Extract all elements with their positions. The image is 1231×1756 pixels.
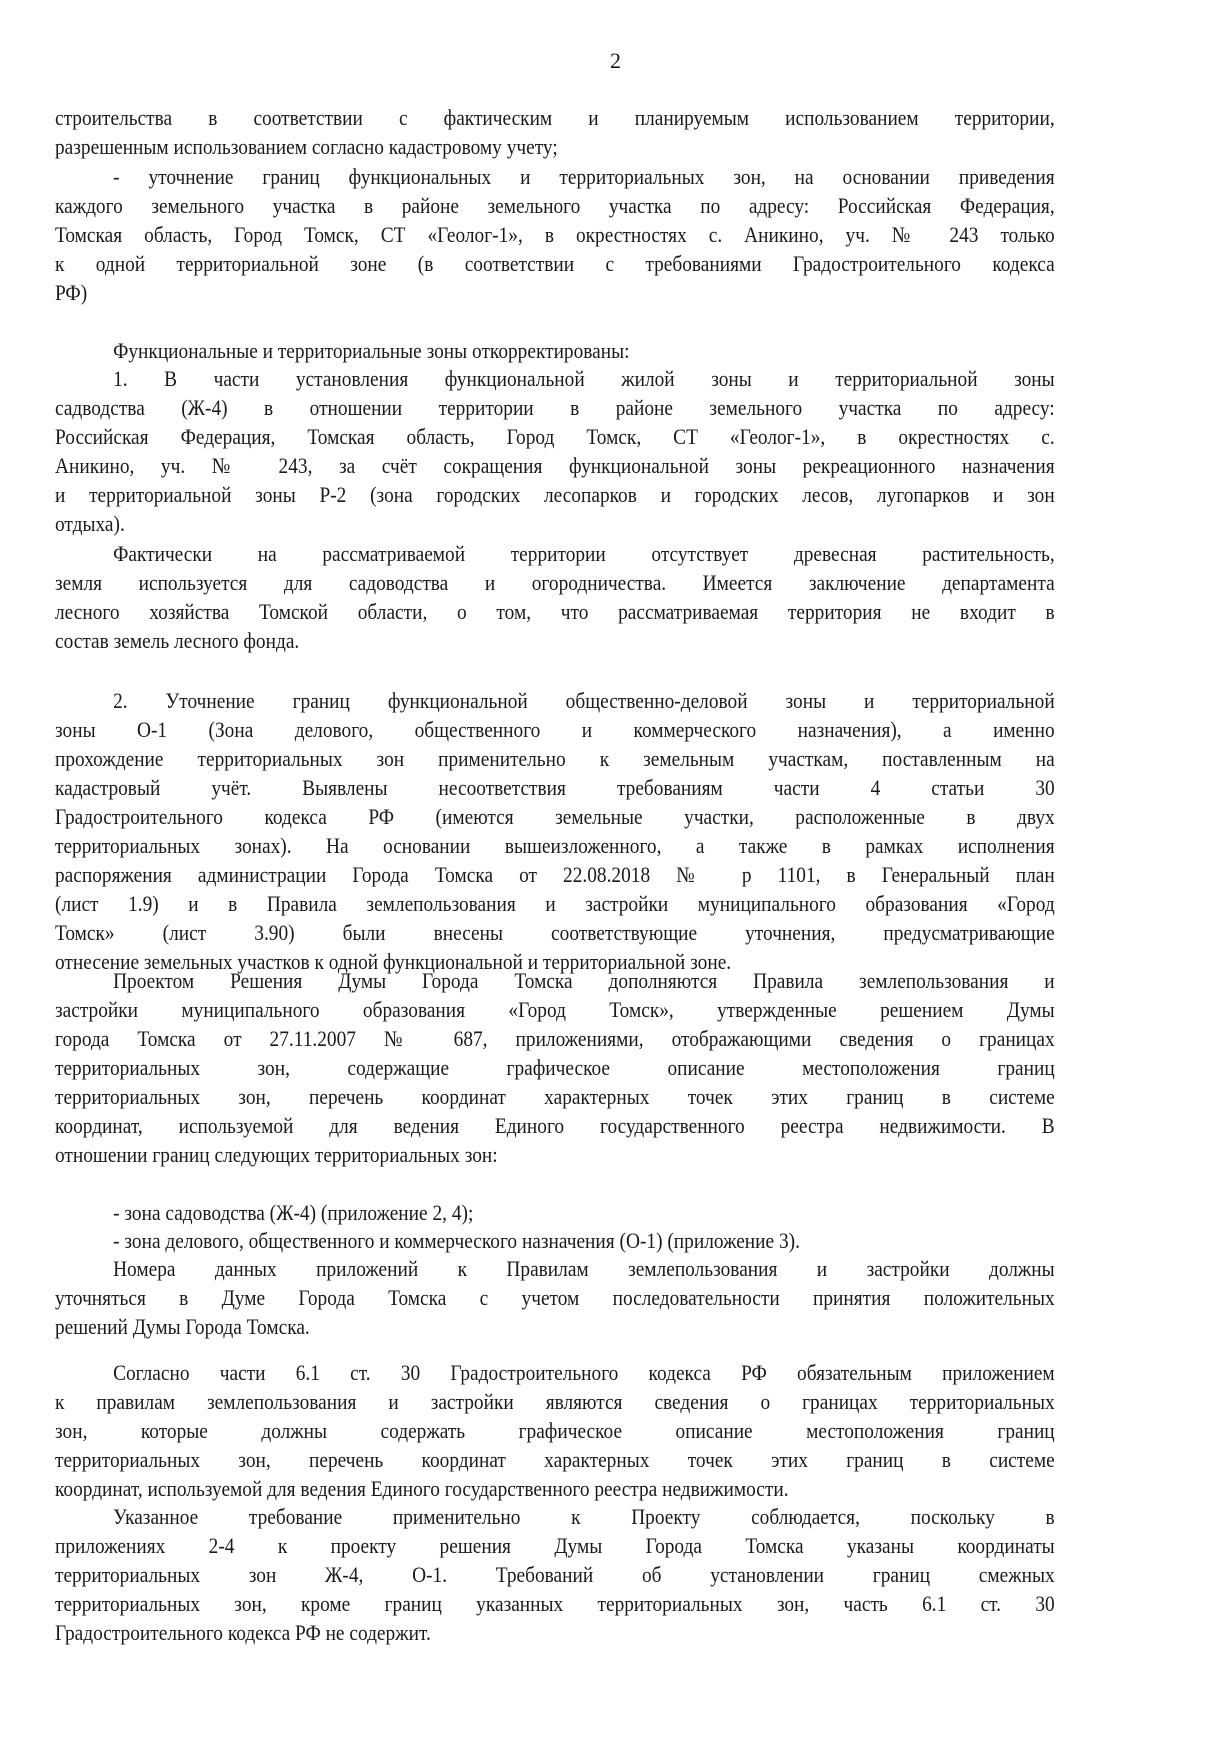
text-line: решений Думы Города Томска.: [55, 1314, 310, 1339]
paragraph: [55, 1254, 1191, 1341]
paragraph: [55, 966, 1191, 1169]
text-line: зон, которые должны содержать графическое описание местоположения границ: [55, 1418, 1055, 1443]
text-line: Согласно части 6.1 ст. 30 Градостроительного кодекса РФ обязательным приложением: [113, 1360, 1055, 1385]
text-line: - уточнение границ функциональных и территориальных зон, на основании приведения: [113, 164, 1055, 189]
text-line: зоны О-1 (Зона делового, общественного и коммерческого назначения), а именно: [55, 717, 1055, 742]
text-line: прохождение территориальных зон применительно к земельным участкам, поставленным на: [55, 746, 1055, 771]
text-line: (лист 1.9) и в Правила землепользования и застройки муниципального образования «Город: [55, 891, 1055, 916]
text-line: разрешенным использованием согласно кадастровому учету;: [55, 134, 558, 159]
paragraph: [55, 1358, 1191, 1503]
text-line: кадастровый учёт. Выявлены несоответствия требованиям части 4 статьи 30: [55, 775, 1055, 800]
page-number: 2: [610, 48, 621, 73]
text-line: приложениях 2-4 к проекту решения Думы Города Томска указаны координаты: [55, 1533, 1055, 1558]
text-line: застройки муниципального образования «Город Томск», утвержденные решением Думы: [55, 997, 1055, 1022]
text-line: территориальных зон, перечень координат характерных точек этих границ в системе: [55, 1447, 1055, 1472]
paragraph: [55, 336, 1191, 365]
text-line: Российская Федерация, Томская область, Город Томск, СТ «Геолог-1», в окрестностях с.: [55, 424, 1055, 449]
text-line: 2. Уточнение границ функциональной общественно-деловой зоны и территориальной: [113, 688, 1055, 713]
paragraph: [55, 162, 1191, 307]
text-line: отдыха).: [55, 511, 125, 536]
text-line: каждого земельного участка в районе земельного участка по адресу: Российская Федерация,: [55, 193, 1055, 218]
text-line: уточняться в Думе Города Томска с учетом последовательности принятия положительных: [55, 1285, 1055, 1310]
text-line: территориальных зонах). На основании вышеизложенного, а также в рамках исполнения: [55, 833, 1055, 858]
text-line: Фактически на рассматриваемой территории отсутствует древесная растительность,: [113, 541, 1055, 566]
paragraph: [55, 364, 1191, 538]
text-line: Проектом Решения Думы Города Томска дополняются Правила землепользования и: [113, 968, 1055, 993]
text-line: координат, используемой для ведения Единого государственного реестра недвижимости. В: [55, 1113, 1055, 1138]
text-line: лесного хозяйства Томской области, о том, что рассматриваемая территория не входит в: [55, 599, 1055, 624]
text-line: Градостроительного кодекса РФ (имеются земельные участки, расположенные в двух: [55, 804, 1055, 829]
paragraph: [55, 1502, 1191, 1647]
text-line: РФ): [55, 280, 88, 305]
text-line: и территориальной зоны Р-2 (зона городских лесопарков и городских лесов, лугопарков и зон: [55, 482, 1055, 507]
text-line: - зона делового, общественного и коммерческого назначения (О-1) (приложение 3).: [113, 1228, 800, 1253]
paragraph: [55, 686, 1191, 976]
text-line: Аникино, уч. № 243, за счёт сокращения функциональной зоны рекреационного назначения: [55, 453, 1055, 478]
text-line: к одной территориальной зоне (в соответствии с требованиями Градостроительного кодекса: [55, 251, 1055, 276]
text-line: 1. В части установления функциональной жилой зоны и территориальной зоны: [113, 366, 1055, 391]
text-line: Томск» (лист 3.90) были внесены соответствующие уточнения, предусматривающие: [55, 920, 1055, 945]
paragraph: [55, 103, 1191, 161]
text-line: земля используется для садоводства и огородничества. Имеется заключение департамента: [55, 570, 1055, 595]
text-line: Номера данных приложений к Правилам землепользования и застройки должны: [113, 1256, 1055, 1281]
text-line: отнесение земельных участков к одной функциональной и территориальной зоне.: [55, 949, 732, 974]
text-line: садводства (Ж-4) в отношении территории в районе земельного участка по адресу:: [55, 395, 1055, 420]
text-line: города Томска от 27.11.2007 № 687, приложениями, отображающими сведения о границах: [55, 1026, 1055, 1051]
text-line: территориальных зон, кроме границ указанных территориальных зон, часть 6.1 ст. 30: [55, 1591, 1055, 1616]
text-line: Градостроительного кодекса РФ не содержит.: [55, 1620, 431, 1645]
text-line: строительства в соответствии с фактическим и планируемым использованием территории,: [55, 105, 1055, 130]
text-line: территориальных зон, содержащие графическое описание местоположения границ: [55, 1055, 1055, 1080]
text-line: отношении границ следующих территориальных зон:: [55, 1142, 498, 1167]
text-line: распоряжения администрации Города Томска от 22.08.2018 № р 1101, в Генеральный план: [55, 862, 1055, 887]
text-line: - зона садоводства (Ж-4) (приложение 2, 4);: [113, 1200, 474, 1225]
text-line: территориальных зон, перечень координат характерных точек этих границ в системе: [55, 1084, 1055, 1109]
paragraph: [55, 1226, 1191, 1255]
text-line: состав земель лесного фонда.: [55, 628, 300, 653]
paragraph: [55, 539, 1191, 655]
text-line: к правилам землепользования и застройки являются сведения о границах территориальных: [55, 1389, 1055, 1414]
text-line: Функциональные и территориальные зоны откорректированы:: [113, 338, 630, 363]
text-line: Указанное требование применительно к Проекту соблюдается, поскольку в: [113, 1504, 1055, 1529]
paragraph: [55, 1198, 1191, 1227]
text-line: территориальных зон Ж-4, О-1. Требований об установлении границ смежных: [55, 1562, 1055, 1587]
text-line: Томская область, Город Томск, СТ «Геолог-1», в окрестностях с. Аникино, уч. № 243 только: [55, 222, 1055, 247]
text-line: координат, используемой для ведения Единого государственного реестра недвижимости.: [55, 1476, 789, 1501]
